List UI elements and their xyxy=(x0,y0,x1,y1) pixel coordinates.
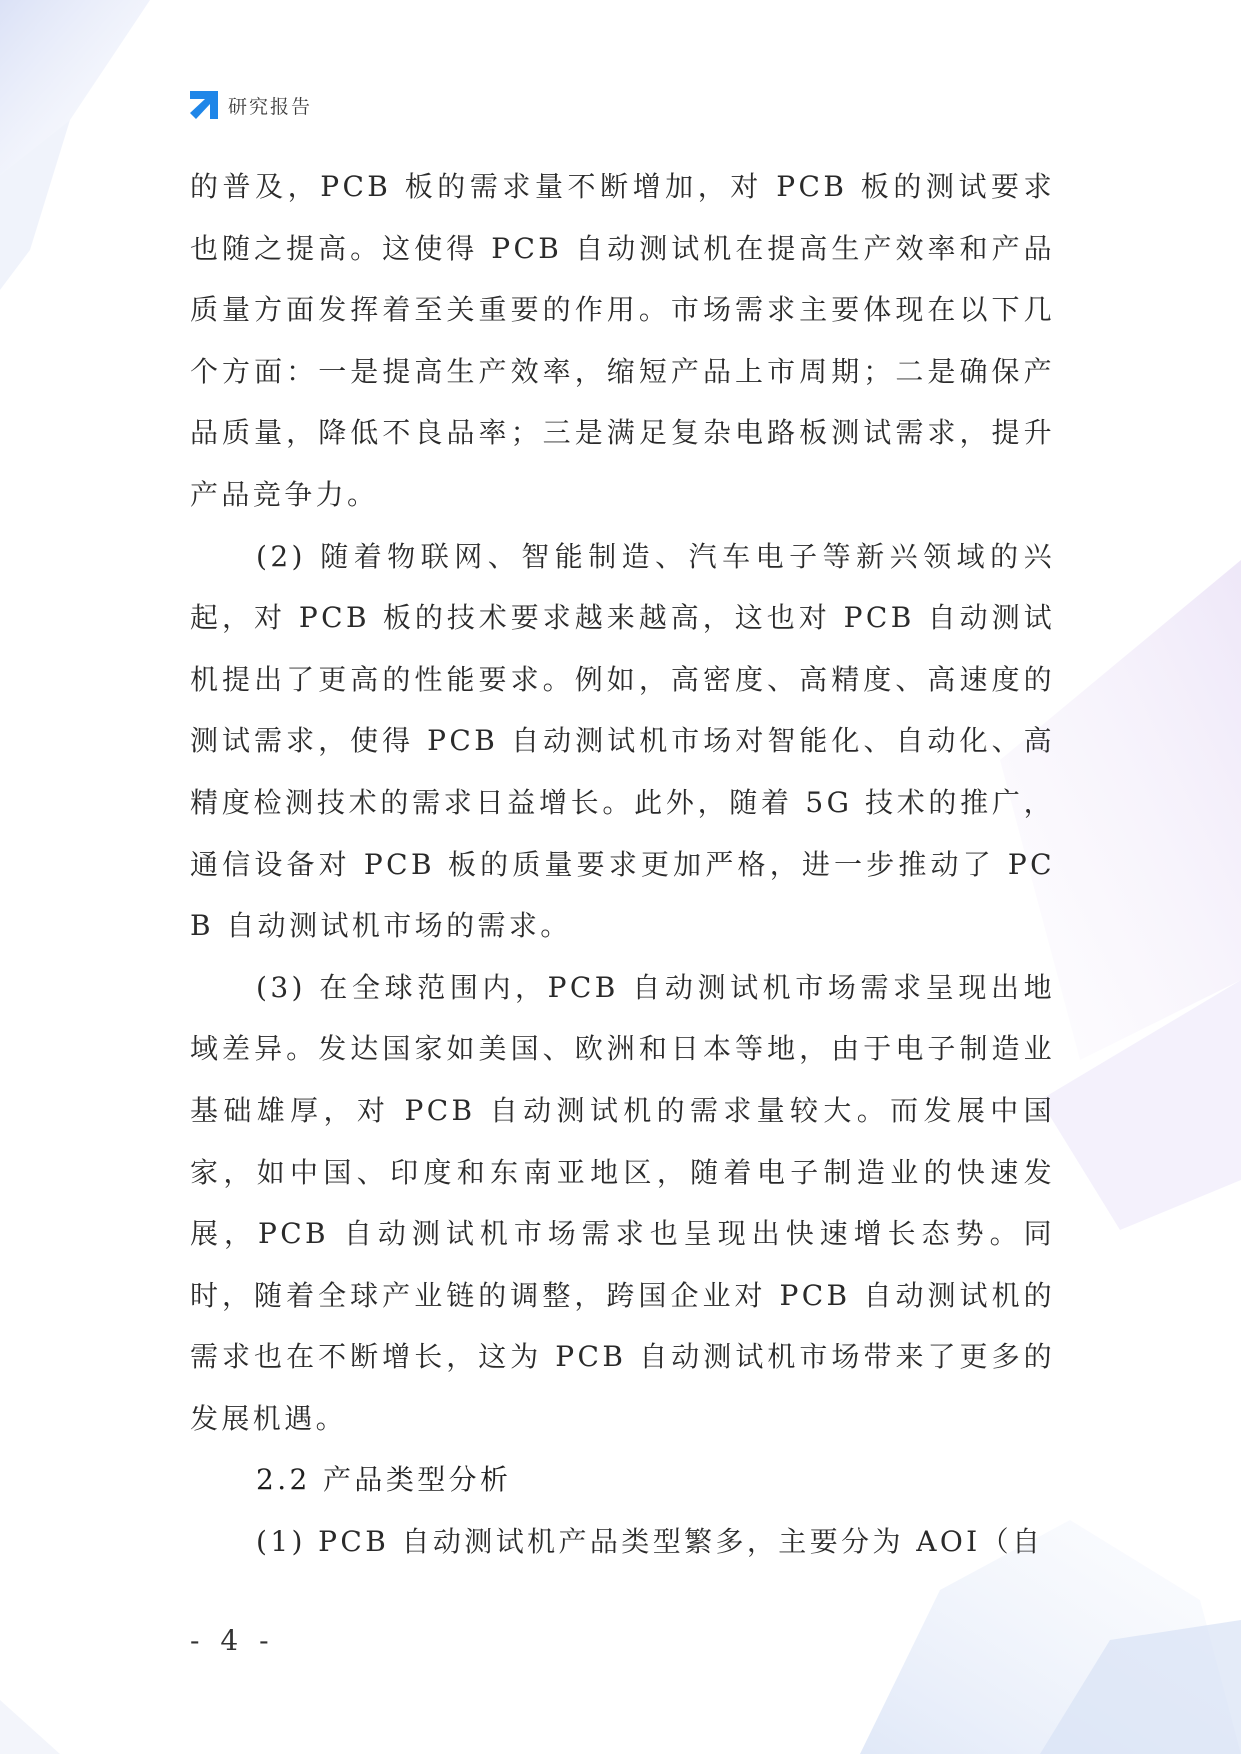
body-paragraph-2: (2) 随着物联网、智能制造、汽车电子等新兴领域的兴起，对 PCB 板的技术要求越来越高，这也对 PCB 自动测试机提出了更高的性能要求。例如，高密度、高精度、高速度的测试需求，使得 PCB 自动测试机市场对智能化、自动化、高精度检测技术的需求日益增长。此外，随着 5G 技术的推广，通信设备对 PCB 板的质量要求更加严格，进一步推动了 PCB 自动测试机市场的需求。 xyxy=(190,539,1055,943)
header-label: 研究报告 xyxy=(228,95,313,118)
report-header xyxy=(188,88,312,122)
body-paragraph-1: 的普及，PCB 板的需求量不断增加，对 PCB 板的测试要求也随之提高。这使得 PCB 自动测试机在提高生产效率和产品质量方面发挥着至关重要的作用。市场需求主要体现在以下几个方面：一是提高生产效率，缩短产品上市周期；二是确保产品质量，降低不良品率；三是满足复杂电路板测试需求，提升产品竞争力。 xyxy=(190,170,1055,511)
page-number: - 4 - xyxy=(190,1624,275,1657)
section-heading: 2.2 产品类型分析 xyxy=(256,1463,512,1497)
body-paragraph-3: (3) 在全球范围内，PCB 自动测试机市场需求呈现出地域差异。发达国家如美国、欧洲和日本等地，由于电子制造业基础雄厚，对 PCB 自动测试机的需求量较大。而发展中国家，如中国、印度和东南亚地区，随着电子制造业的快速发展，PCB 自动测试机市场需求也呈现出快速增长态势。同时，随着全球产业链的调整，跨国企业对 PCB 自动测试机的需求也在不断增长，这为 PCB 自动测试机市场带来了更多的发展机遇。 xyxy=(190,970,1055,1435)
report-body xyxy=(190,156,1055,1573)
arrow-logo-icon xyxy=(188,89,220,121)
body-paragraph-4: (1) PCB 自动测试机产品类型繁多，主要分为 AOI（自 xyxy=(256,1525,1044,1559)
